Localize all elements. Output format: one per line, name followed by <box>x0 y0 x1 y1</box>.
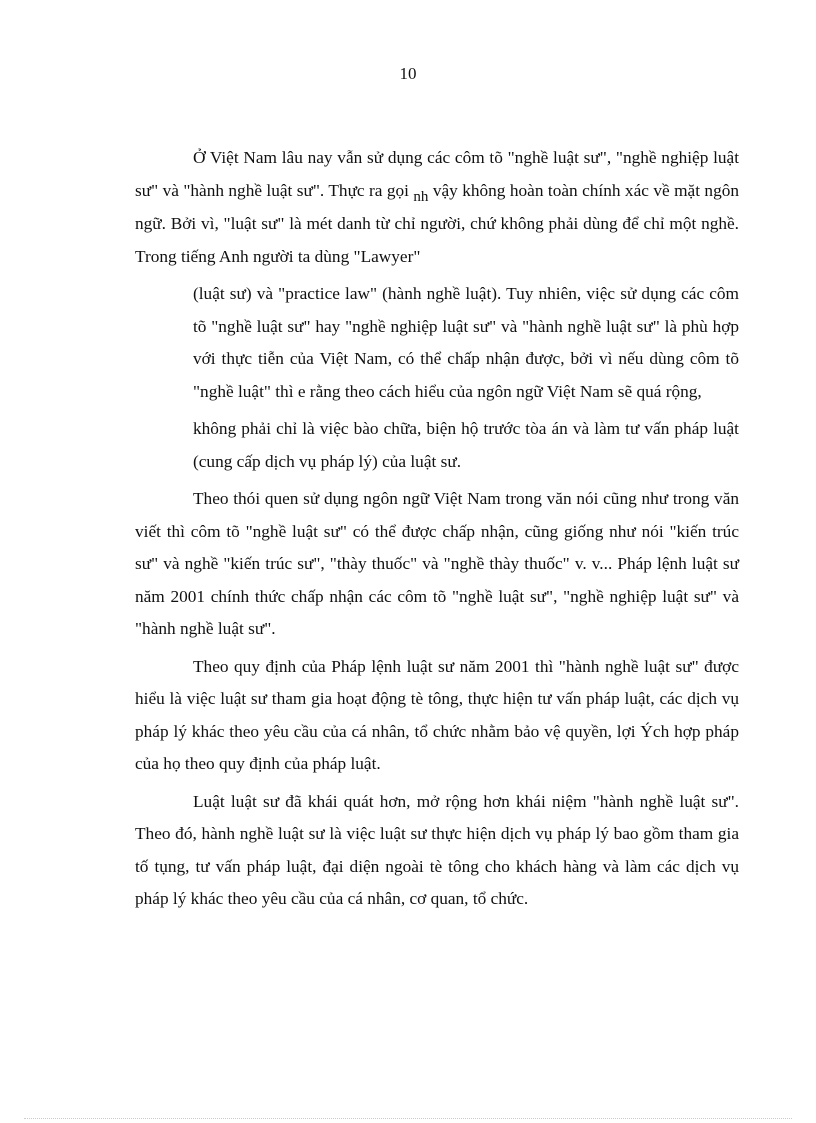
paragraph-2: (luật sư) và "practice law" (hành nghề luật). Tuy nhiên, việc sử dụng các côm tõ "nghề luật sư" hay "nghề nghiệp luật sư" và "hành nghề luật sư" là phù hợp với thực tiễn của Việt Nam, có thể chấp nhận được, bởi vì nếu dùng côm tõ "nghề luật" thì e rằng theo cách hiểu của ngôn ngữ Việt Nam sẽ quá rộng, <box>193 284 739 401</box>
paragraph-4: Theo thói quen sử dụng ngôn ngữ Việt Nam trong văn nói cũng như trong văn viết thì côm tõ "nghề luật sư" có thể được chấp nhận, cũng giống như nói "kiến trúc sư" và nghề "kiến trúc sư", "thày thuốc" và "nghề thày thuốc" v. v... Pháp lệnh luật sư năm 2001 chính thức chấp nhận các côm tõ "nghề luật sư", "nghề nghiệp luật sư" và "hành nghề luật sư". <box>135 489 739 638</box>
footer-divider <box>24 1118 792 1119</box>
page-number: 10 <box>399 64 417 83</box>
paragraph-3 <box>135 413 739 478</box>
paragraph-6: Luật luật sư đã khái quát hơn, mở rộng hơn khái niệm "hành nghề luật sư". Theo đó, hành nghề luật sư là việc luật sư thực hiện dịch vụ pháp lý bao gồm tham gia tố tụng, tư vấn pháp luật, đại diện ngoài tè tông cho khách hàng và làm các dịch vụ pháp lý khác theo yêu cầu của cá nhân, cơ quan, tổ chức. <box>135 791 739 908</box>
paragraph-1-text-after: vậy không hoàn toàn chính xác về mặt ngôn ngữ. Bởi vì, "luật sư" là mét danh từ chỉ người, chứ không phải dùng để chỉ một nghề. Trong tiếng Anh người ta dùng "Lawyer" <box>135 180 739 266</box>
paragraph-5: Theo quy định của Pháp lệnh luật sư năm 2001 thì "hành nghề luật sư" được hiểu là việc luật sư tham gia hoạt động tè tông, thực hiện tư vấn pháp luật, các dịch vụ pháp lý khác theo yêu cầu của cá nhân, tổ chức nhằm bảo vệ quyền, lợi Ých hợp pháp của họ theo quy định của pháp luật. <box>135 656 739 773</box>
paragraph-3-text: không phải chỉ là việc bào chữa, biện hộ trước tòa án và làm tư vấn pháp luật (cung cấp dịch vụ pháp lý) của luật sư. <box>193 419 739 471</box>
paragraph-1-subscript: nh <box>413 188 429 205</box>
paragraph-1-text: Ở Việt Nam lâu nay vẫn sử dụng các côm tõ "nghề luật sư", "nghề nghiệp luật sư" và "hành nghề luật sư". Thực ra gọi <box>135 148 739 200</box>
document-body <box>135 142 739 916</box>
paragraph-1 <box>135 142 739 273</box>
